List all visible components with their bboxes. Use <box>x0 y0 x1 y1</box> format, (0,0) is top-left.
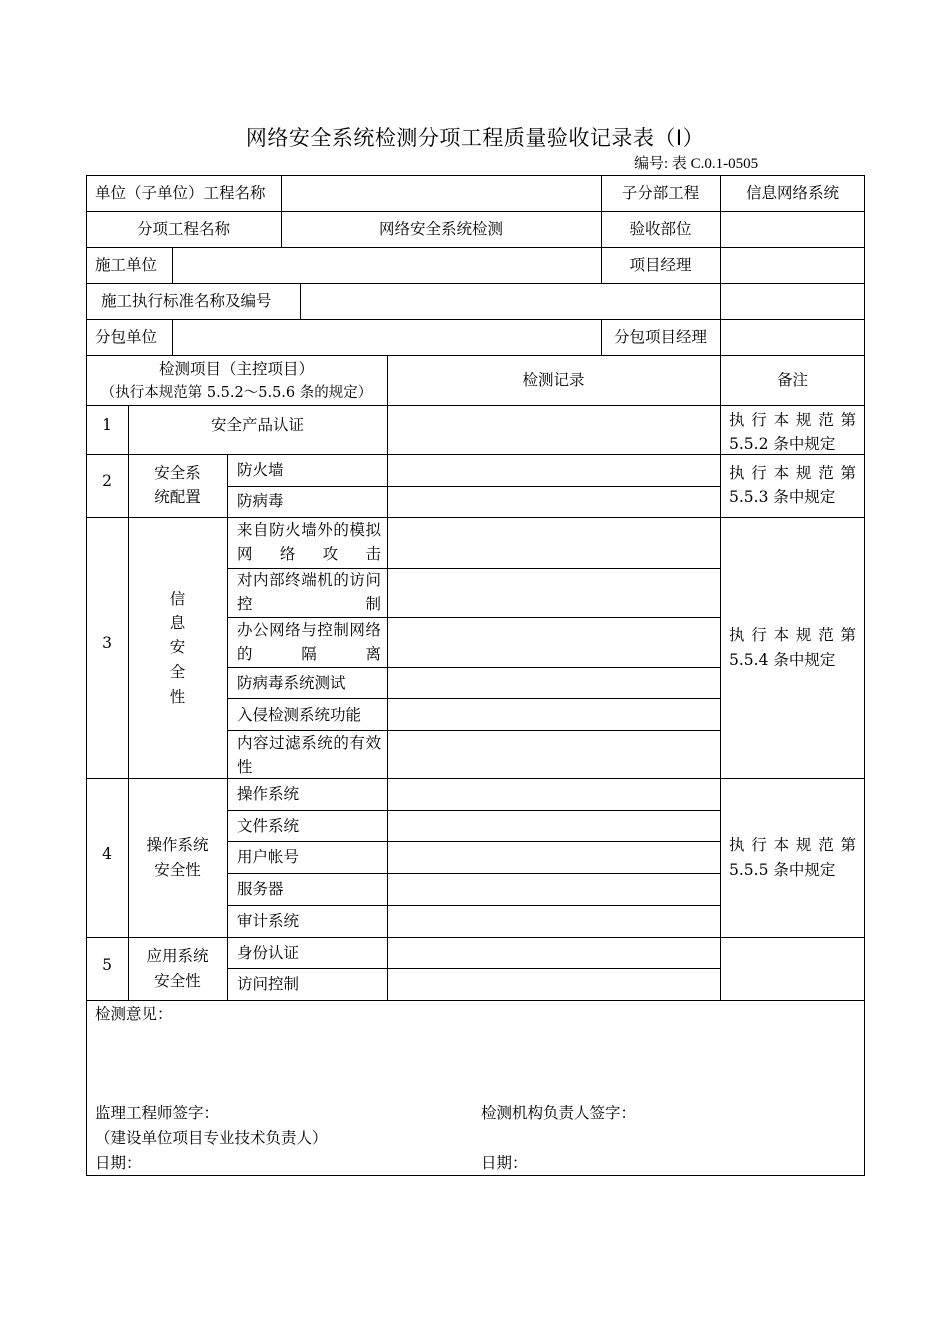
group-5-item-2: 访问控制 <box>237 975 300 993</box>
record-header: 检测记录 <box>522 371 585 389</box>
group-1-category: 安全产品认证 <box>210 416 304 434</box>
acceptance-part-field[interactable] <box>720 217 865 241</box>
group-4-remark-line2: 5.5.5 条中规定 <box>729 861 836 879</box>
sub-division-label: 子分部工程 <box>621 184 700 202</box>
group-4-item-3: 用户帐号 <box>237 848 300 866</box>
date-right-label: 日期： <box>481 1154 528 1172</box>
subcontractor-label: 分包单位 <box>95 328 158 346</box>
acceptance-form-table <box>86 175 865 1176</box>
date-left-label: 日期： <box>95 1154 142 1172</box>
page-title: 网络安全系统检测分项工程质量验收记录表（Ⅰ） <box>245 126 705 150</box>
group-3-number: 3 <box>102 634 112 652</box>
group-4-number: 4 <box>102 845 112 863</box>
construction-unit-label: 施工单位 <box>95 256 158 274</box>
opinion-label: 检测意见： <box>95 1005 173 1023</box>
group-2-remark-line2: 5.5.3 条中规定 <box>729 488 836 506</box>
group-2-category-line2: 统配置 <box>154 488 201 506</box>
group-3-category-char-5: 性 <box>169 688 186 706</box>
group-3-category-char-1: 信 <box>169 590 186 608</box>
group-3-category-char-2: 息 <box>169 614 186 632</box>
subitem-field[interactable]: 网络安全系统检测 <box>378 220 503 238</box>
group-5-item-1: 身份认证 <box>237 944 300 962</box>
remark-header: 备注 <box>776 371 808 389</box>
group-2-number: 2 <box>102 472 112 490</box>
group-1-number: 1 <box>102 416 112 434</box>
group-3-category-char-3: 安 <box>169 638 186 656</box>
group-4-item-1: 操作系统 <box>237 785 300 803</box>
group-3-item-5: 入侵检测系统功能 <box>237 706 362 724</box>
group-5-category-line1: 应用系统 <box>146 947 209 965</box>
sub-division-field[interactable]: 信息网络系统 <box>745 184 839 202</box>
items-header-line1: 检测项目（主控项目） <box>158 360 314 378</box>
standard-field[interactable] <box>306 289 856 313</box>
construction-unit-field[interactable] <box>178 253 596 277</box>
supervisor-signature-label: 监理工程师签字： <box>95 1104 220 1122</box>
group-3-item-2: 对内部终端机的访问控制 <box>237 571 381 613</box>
group-1-remark-line1: 执 行 本 规 范 第 <box>729 411 856 429</box>
group-4-item-5: 审计系统 <box>237 912 300 930</box>
sub-manager-field[interactable] <box>720 325 865 349</box>
org-head-signature-label: 检测机构负责人签字： <box>481 1104 637 1122</box>
items-header-line2: （执行本规范第 5.5.2～5.5.6 条的规定） <box>100 385 373 401</box>
project-manager-label: 项目经理 <box>629 256 692 274</box>
subitem-label: 分项工程名称 <box>136 220 230 238</box>
group-3-category-char-4: 全 <box>169 663 186 681</box>
standard-label: 施工执行标准名称及编号 <box>101 292 272 310</box>
group-4-item-2: 文件系统 <box>237 817 300 835</box>
group-3-item-4: 防病毒系统测试 <box>237 674 346 692</box>
group-2-remark-line1: 执 行 本 规 范 第 <box>729 464 856 482</box>
group-2-item-2: 防病毒 <box>237 492 284 510</box>
subcontractor-field[interactable] <box>178 325 596 349</box>
group-4-remark-line1: 执 行 本 规 范 第 <box>729 836 856 854</box>
group-5-category-line2: 安全性 <box>154 972 201 990</box>
group-4-item-4: 服务器 <box>237 880 284 898</box>
group-4-category-line1: 操作系统 <box>146 836 209 854</box>
supervisor-note: （建设单位项目专业技术负责人） <box>95 1129 328 1147</box>
group-3-item-1: 来自防火墙外的模拟网络攻击 <box>237 521 381 563</box>
group-5-number: 5 <box>102 956 112 974</box>
group-3-item-6: 内容过滤系统的有效性 <box>237 734 381 776</box>
group-4-category-line2: 安全性 <box>154 861 201 879</box>
project-manager-field[interactable] <box>720 253 865 277</box>
acceptance-part-label: 验收部位 <box>629 220 692 238</box>
group-3-item-3: 办公网络与控制网络的隔离 <box>237 621 381 663</box>
form-code: 编号: 表 C.0.1-0505 <box>634 156 759 172</box>
unit-project-label: 单位（子单位）工程名称 <box>95 184 266 202</box>
group-3-remark-line2: 5.5.4 条中规定 <box>729 651 836 669</box>
group-2-category-line1: 安全系 <box>154 464 201 482</box>
group-1-remark-line2: 5.5.2 条中规定 <box>729 435 836 453</box>
sub-manager-label: 分包项目经理 <box>613 328 707 346</box>
group-2-item-1: 防火墙 <box>237 461 284 479</box>
group-3-remark-line1: 执 行 本 规 范 第 <box>729 626 856 644</box>
